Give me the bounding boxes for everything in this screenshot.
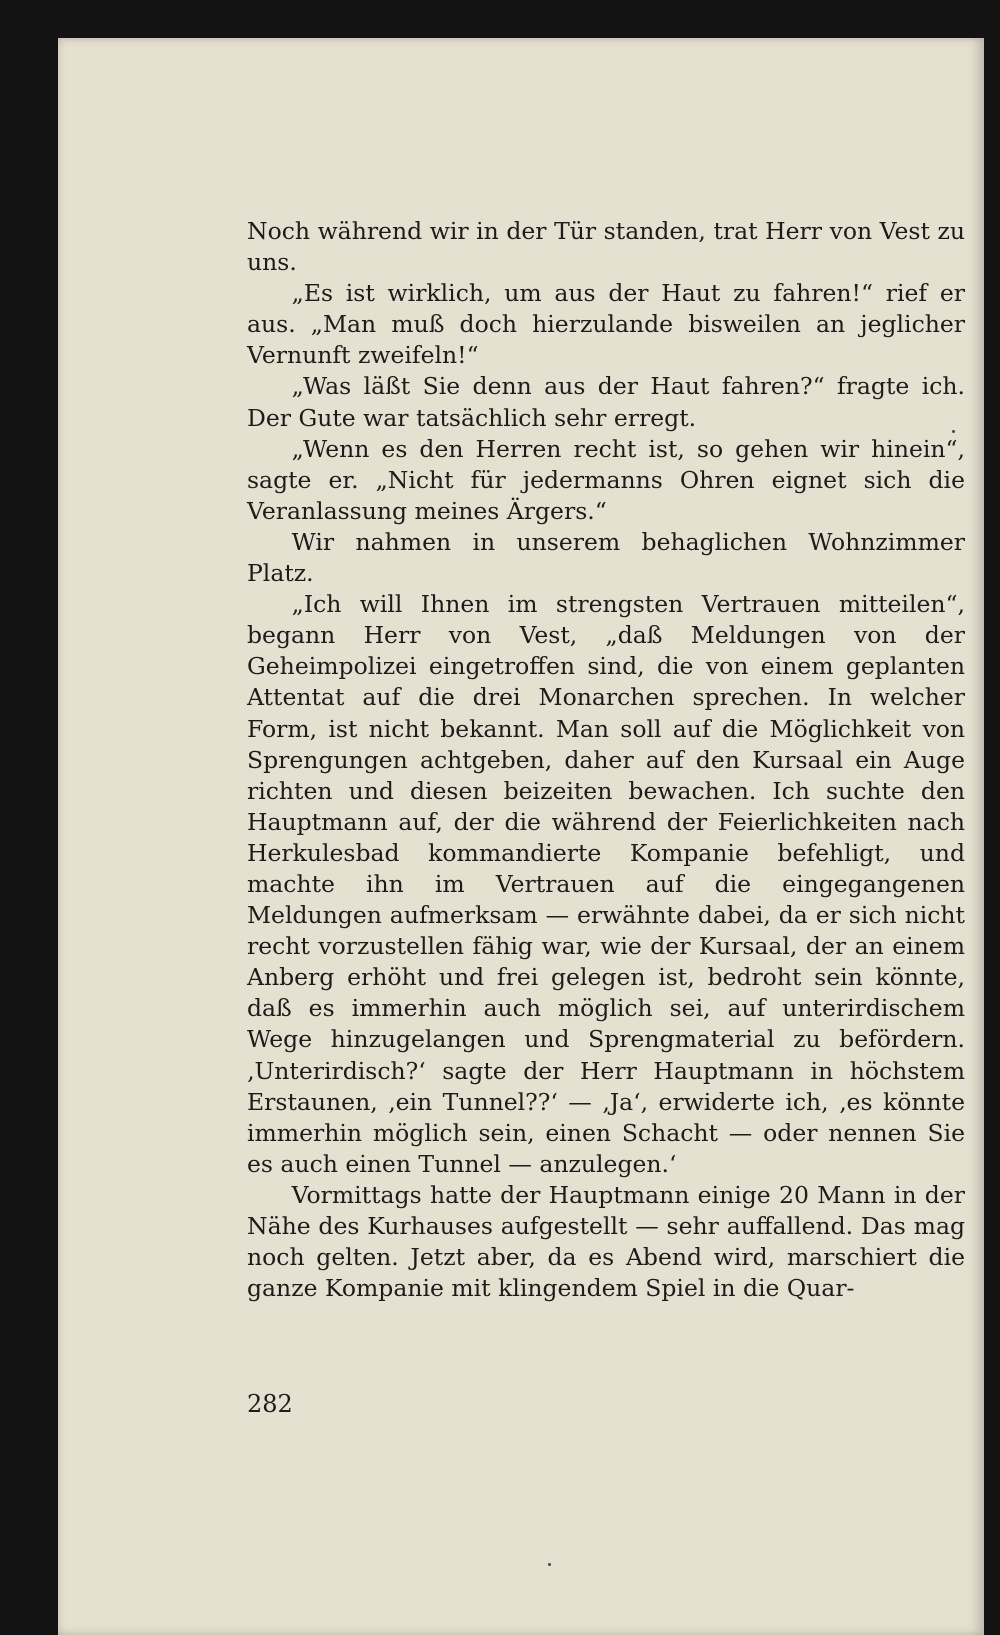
paragraph-6: „Ich will Ihnen im strengsten Vertrauen mitteilen“, begann Herr von Vest, „daß Meldungen von der Geheimpolizei eingetroffen sind, die von einem geplanten Attentat auf die drei Monarchen sprechen. In welcher Form, ist nicht bekannt. Man soll auf die Möglichkeit von Sprengungen achtgeben, daher auf den Kursaal ein Auge richten und diesen beizeiten bewachen. Ich suchte den Hauptmann auf, der die während der Feierlichkeiten nach Herkulesbad kommandierte Kompanie befehligt, und machte ihn im Vertrauen auf die eingegangenen Meldungen aufmerksam — erwähnte dabei, da er sich nicht recht vorzustellen fähig war, wie der Kursaal, der an einem Anberg erhöht und frei gelegen ist, bedroht sein könnte, daß es immerhin auch möglich sei, auf unterirdischem Wege hinzugelangen und Sprengmaterial zu befördern. ‚Unterirdisch?‘ sagte der Herr Hauptmann in höchstem Erstaunen, ‚ein Tunnel??‘ — ‚Ja‘, erwiderte ich, ‚es könnte immerhin möglich sein, einen Schacht — oder nennen Sie es auch einen Tunnel — anzulegen.‘ bbox=[247, 590, 965, 1178]
paragraph-7: Vormittags hatte der Hauptmann einige 20 Mann in der Nähe des Kurhauses aufgestellt — sehr auffallend. Das mag noch gelten. Jetzt aber, da es Abend wird, marschiert die ganze Kompanie mit klingendem Spiel in die Quar- bbox=[247, 1180, 965, 1303]
paragraph-3: „Was läßt Sie denn aus der Haut fahren?“ fragte ich. Der Gute war tatsächlich sehr erregt. bbox=[247, 372, 965, 432]
book-page bbox=[58, 38, 984, 1635]
paragraph-2: „Es ist wirklich, um aus der Haut zu fahren!“ rief er aus. „Man muß doch hierzulande bisweilen an jeglicher Vernunft zweifeln!“ bbox=[247, 279, 965, 370]
page-number: 282 bbox=[247, 1390, 293, 1418]
paragraph-1: Noch während wir in der Tür standen, trat Herr von Vest zu uns. bbox=[247, 217, 965, 277]
paragraph-5: Wir nahmen in unserem behaglichen Wohnzimmer Platz. bbox=[247, 527, 965, 588]
paper-speck bbox=[548, 1563, 551, 1566]
paper-speck bbox=[952, 430, 955, 433]
body-text bbox=[247, 216, 965, 1304]
paragraph-4: „Wenn es den Herren recht ist, so gehen wir hinein“, sagte er. „Nicht für jedermanns Ohren eignet sich die Veranlassung meines Ärgers.“ bbox=[247, 434, 965, 525]
